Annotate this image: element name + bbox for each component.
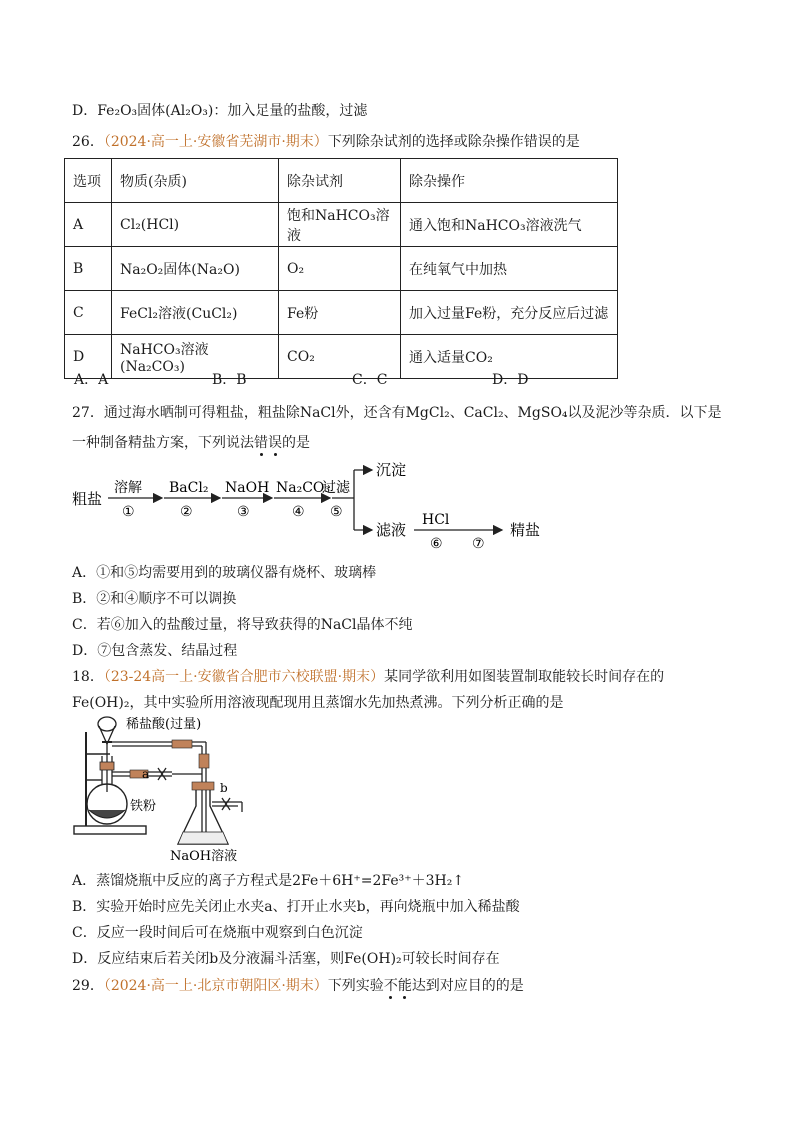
flow-product: 精盐 (510, 521, 541, 539)
flow-step-4-reagent: Na₂CO₃ (276, 480, 331, 496)
q27-flow-diagram (72, 458, 632, 558)
q26-number: 26． (72, 134, 104, 150)
q26-table (64, 158, 618, 379)
q18-stem-line-2: Fe(OH)₂，其中实验所用溶液现配现用且蒸馏水先加热煮沸。下列分析正确的是 (72, 695, 564, 711)
table-header-row (65, 159, 618, 203)
q18-text-1: 某同学欲利用如图装置制取能较长时间存在的 (384, 669, 665, 685)
q26-source: （2024·高一上·安徽省芜湖市·期末） (103, 134, 328, 150)
flow-step-2-number: ② (180, 504, 193, 520)
flow-start: 粗盐 (72, 490, 103, 508)
flow-step-1-reagent: 溶解 (114, 480, 142, 496)
q18-option-c: C．反应一段时间后可在烧瓶中观察到白色沉淀 (72, 925, 363, 941)
naoh-solution-label: NaOH溶液 (170, 849, 238, 864)
emphasis-char: 不 (383, 978, 398, 994)
flow-step-2-reagent: BaCl₂ (169, 480, 209, 496)
q27-option-b: B．②和④顺序不可以调换 (72, 591, 237, 607)
table-row (65, 247, 618, 291)
iron-powder-label: 铁粉 (130, 799, 157, 814)
q26-answer-c: C．C (352, 372, 388, 388)
flow-step-3-number: ③ (237, 504, 250, 520)
table-cell: 在纯氧气中加热 (401, 247, 618, 291)
table-row (65, 203, 618, 247)
table-header-cell: 物质(杂质) (112, 159, 279, 203)
q18-source: （23-24高一上·安徽省合肥市六校联盟·期末） (103, 669, 385, 685)
q18-option-d: D．反应结束后若关闭b及分液漏斗活塞，则Fe(OH)₂可较长时间存在 (72, 951, 500, 967)
q18-option-b: B．实验开始时应先关闭止水夹a、打开止水夹b，再向烧瓶中加入稀盐酸 (72, 899, 520, 915)
table-cell: Cl₂(HCl) (112, 203, 279, 247)
q29-source: （2024·高一上·北京市朝阳区·期末） (103, 978, 328, 994)
flow-step-1-number: ① (122, 504, 135, 520)
clamp-b-label: b (220, 781, 228, 795)
q25-option-d: D．Fe₂O₃固体(Al₂O₃)：加入足量的盐酸，过滤 (72, 103, 368, 119)
table-row (65, 291, 618, 335)
table-header-cell: 除杂操作 (401, 159, 618, 203)
table-cell: 饱和NaHCO₃溶液 (279, 203, 401, 247)
q27-option-d: D．⑦包含蒸发、结晶过程 (72, 643, 238, 659)
q26-answer-b: B．B (212, 372, 247, 388)
q29-stem (72, 975, 524, 995)
table-cell: 加入过量Fe粉，充分反应后过滤 (401, 291, 618, 335)
flow-step-7-number: ⑦ (472, 536, 485, 552)
flow-step-3-reagent: NaOH (225, 480, 270, 496)
q26-answer-a: A．A (74, 372, 109, 388)
emphasis-char: 能 (397, 978, 412, 994)
table-header-cell: 选项 (65, 159, 112, 203)
table-cell: C (65, 291, 112, 335)
q27-line-2-post: 的是 (282, 435, 310, 451)
q29-number: 29． (72, 978, 104, 994)
table-cell: FeCl₂溶液(CuCl₂) (112, 291, 279, 335)
q29-emphasis (384, 978, 412, 994)
q29-text-pre: 下列实验 (327, 978, 384, 994)
q27-line-2-pre: 一种制备精盐方案，下列说法 (72, 435, 254, 451)
q26-text: 下列除杂试剂的选择或除杂操作错误的是 (327, 134, 580, 150)
acid-label: 稀盐酸(过量) (126, 717, 202, 732)
emphasis-char: 误 (268, 435, 282, 451)
table-cell: CO₂ (279, 335, 401, 379)
q18-apparatus-diagram (72, 714, 272, 864)
table-cell: Na₂O₂固体(Na₂O) (112, 247, 279, 291)
flow-filtrate: 滤液 (376, 521, 407, 539)
q27-line-2 (72, 432, 310, 452)
flow-precipitate: 沉淀 (376, 461, 407, 479)
q27-option-c: C．若⑥加入的盐酸过量，将导致获得的NaCl晶体不纯 (72, 617, 413, 633)
table-cell: 通入适量CO₂ (401, 335, 618, 379)
q18-number: 18． (72, 669, 104, 685)
q26-answer-d: D．D (492, 372, 529, 388)
table-header-cell: 除杂试剂 (279, 159, 401, 203)
q29-text-post: 达到对应目的的是 (411, 978, 524, 994)
table-cell: 通入饱和NaHCO₃溶液洗气 (401, 203, 618, 247)
flow-step-5-number: ⑤ (330, 504, 343, 520)
q18-stem-line-1 (72, 666, 664, 686)
table-row (65, 335, 618, 379)
flow-step-4-number: ④ (292, 504, 305, 520)
table-cell: A (65, 203, 112, 247)
table-cell: Fe粉 (279, 291, 401, 335)
clamp-a-label: a (142, 767, 150, 781)
q18-option-a: A．蒸馏烧瓶中反应的离子方程式是2Fe＋6H⁺=2Fe³⁺＋3H₂↑ (72, 873, 465, 889)
table-cell: O₂ (279, 247, 401, 291)
q27-line-1: 27．通过海水晒制可得粗盐，粗盐除NaCl外，还含有MgCl₂、CaCl₂、MgSO₄以及泥沙等杂质．以下是 (72, 405, 722, 421)
table-cell: NaHCO₃溶液(Na₂CO₃) (112, 335, 279, 379)
q27-emphasis (254, 435, 282, 451)
flow-step-5-reagent: 过滤 (322, 480, 350, 496)
q26-stem (72, 131, 580, 151)
flow-step-6-number: ⑥ (430, 536, 443, 552)
table-cell: D (65, 335, 112, 379)
flow-step-6-reagent: HCl (422, 512, 450, 528)
table-cell: B (65, 247, 112, 291)
emphasis-char: 错 (254, 435, 268, 451)
q27-option-a: A．①和⑤均需要用到的玻璃仪器有烧杯、玻璃棒 (72, 565, 377, 581)
